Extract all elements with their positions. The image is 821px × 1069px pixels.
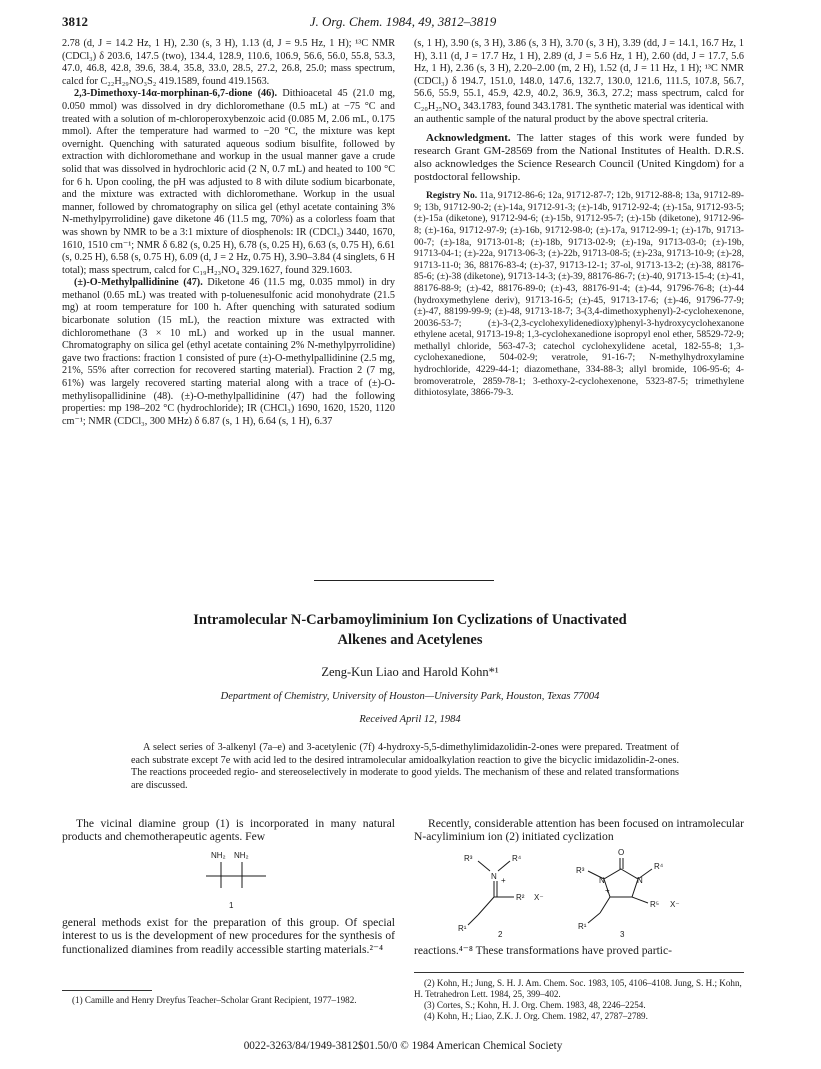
s2-bond-r1: [468, 915, 478, 925]
article-title: [100, 610, 720, 650]
intro-left-top: [62, 817, 395, 844]
s3-label-r3: R³: [576, 866, 585, 875]
s3-bond-chain: [600, 897, 610, 913]
experimental-paragraph-1: 2.78 (d, J = 14.2 Hz, 1 H), 2.30 (s, 3 H), 1.13 (d, J = 9.5 Hz, 1 H); ¹³C NMR (CDCl₃) δ 203.6, 147.5 (two), 134.4, 128.9, 110.6, 106.9, 56.6, 56.0, 55.8, 53.3, 47.0, 46.8, 42.8, 39.6, 38.4, 35.8, 33.0, 28.5, 27.2, 26.8, 25.0; mass spectrum, calcd for C₂₂H₂₉NO₃S₂ 419.1589, found 419.1563.: [62, 38, 395, 87]
s2-label-r1: R¹: [458, 924, 467, 933]
compound-heading-46: 2,3-Dimethoxy-14α-morphinan-6,7-dione (46).: [74, 88, 278, 100]
author-affiliation: Department of Chemistry, University of Houston—University Park, Houston, Texas 77004: [220, 691, 600, 702]
s3-label-r1: R¹: [578, 922, 587, 931]
acknowledgment: [414, 132, 744, 184]
intro-left-bottom: [62, 916, 395, 956]
journal-citation: J. Org. Chem. 1984, 49, 3812–3819: [309, 14, 497, 29]
s3-label-plus: +: [605, 886, 610, 895]
s3-label-o: O: [618, 848, 625, 857]
s2-bond-r4: [498, 861, 510, 871]
footnotes-right: [414, 978, 744, 1022]
acknowledgment-text: The latter stages of this work were funded by research Grant GM-28569 from the National Institutes of Health. D.R.S. also acknowledges the Science Research Council (United Kingdom) for a postdoctoral fellowship.: [414, 132, 744, 184]
compound-number-3: 3: [620, 930, 625, 939]
s2-label-r2: R²: [516, 893, 525, 902]
intro-paragraph-start: The vicinal diamine group (1) is incorporated in many natural products and chemotherapeutic agents. Few: [62, 817, 395, 844]
intro-paragraph-continued: general methods exist for the preparation of this group. Of special interest to us is the development of new procedures for the synthesis of functionalized diamines from readily accessible starting materials.²⁻⁴: [62, 916, 395, 956]
intro-right-continued: reactions.⁴⁻⁸ These transformations have proved partic-: [414, 944, 673, 957]
experimental-text-47: Diketone 46 (11.5 mg, 0.035 mmol) in dry methanol (0.65 mL) was treated with p-toluenesulfonic acid monohydrate (21.5 mg) at room temperature for 100 h. After quenching with saturated sodium bicarbonate solution (15 mL), the reaction mixture was extracted with dichloromethane (3 × 10 mL) and worked up in the usual manner. Chromatography on silica gel (ethyl acetate containing 2% N-methylpyrrolidine) gave two fractions: fraction 1 consisted of pure (±)-O-methylpallidinine (2.5 mg, 21%, 55% after correction for recovered starting material). Fraction 2 (7 mg, 61%) was largely recovered starting material along with a trace of (±)-O-methylisopallidinine (48). (±)-O-methylpallidinine (47) had the following properties: mp 198–202 °C (hydrochloride); IR (CHCl₃) 1690, 1620, 1520, 1120 cm⁻¹; NMR (CDCl₃, 300 MHz) δ 6.87 (s, 1 H), 6.64 (s, 1 H), 6.37: [62, 277, 396, 427]
footnote-3: (3) Cortes, S.; Kohn, H. J. Org. Chem. 1983, 48, 2246–2254.: [424, 1000, 646, 1010]
footnote-rule-right: [414, 972, 744, 973]
footnote-rule-left: [62, 990, 152, 991]
compound-number-2: 2: [498, 930, 503, 939]
running-header: [62, 14, 744, 32]
intro-right-top: [414, 817, 744, 844]
experimental-text-46: Dithioacetal 45 (21.0 mg, 0.050 mmol) was dissolved in dry dichloromethane (0.5 mL) at −75 °C and treated with a solution of m-chloroperoxybenzoic acid (0.085 M, 2.06 mL, 0.175 mmol). After the temperature had warmed to −20 °C, the mixture was kept overnight. Quenching with saturated aqueous sodium bisulfite, followed by extraction with dichloromethane and workup in the usual manner gave a crude solid that was dissolved in hydrochloric acid (2 N, 0.7 mL) and heated to 100 °C for 6 h. Upon cooling, the pH was adjusted to 8 with dilute sodium bicarbonate, and the mixture was extracted with dichloromethane. Workup in the usual manner, followed by chromatography on silica gel (ethyl acetate containing 3% N-methylpyrrolidine) gave diketone 46 (11.5 mg, 70%) as a colorless foam that was shown by NMR to be a 3:1 mixture of diosphenols: IR (CDCl₃) 3440, 1670, 1610, 1510 cm⁻¹; NMR δ 6.82 (s, 0.25 H), 6.78 (s, 0.25 H), 6.63 (s, 0.75 H), 6.61 (s, 0.25 H), 6.58 (s, 0.75 H), 6.09 (d, J = 2 Hz, 0.75 H), 3.90–3.84 (4 singlets, 6 H total); mass spectrum, calcd for C₁₉H₂₃NO₄ 329.1627, found 329.1603.: [62, 88, 395, 276]
experimental-paragraph-3: [62, 277, 395, 428]
s3-bond-r1: [588, 913, 600, 923]
structures-2-and-3-acyliminium: [438, 847, 738, 939]
registry-text: 11a, 91712-86-6; 12a, 91712-87-7; 12b, 91712-88-8; 13a, 91712-89-9; 13b, 91712-90-2; (±)-14a, 91712-91-3; (±)-14b, 91712-92-4; (±)-15a, 91712-93-5; (±)-15a (diketone), 91712-94-6; (±)-15b, 91712-95-7; (±)-15b (diketone), 91712-96-8; (±)-16a, 91712-97-9; (±)-16b, 91712-98-0; (±)-17a, 91712-99-1; (±)-17b, 91713-00-7; (±)-18a, 91713-01-8; (±)-18b, 91713-02-9; (±)-19a, 91713-03-0; (±)-19b, 91713-04-1; (±)-22a, 91713-06-3; (±)-22b, 91713-08-5; (±)-23a, 91713-10-9; (±)-28, 91713-11-0; 36, 88176-83-4; (±)-37, 91713-12-1; 37-ol, 91713-13-2; (±)-38, 88176-85-6; (±)-38 (diketone), 91713-14-3; (±)-39, 88176-86-7; (±)-40, 91713-15-4; (±)-41, 88176-88-9; (±)-42, 88176-89-0; (±)-43, 88176-91-4; (±)-44, 91796-76-8; (±)-44 (hydroxymethylene deriv), 91713-16-5; (±)-45, 91713-17-6; (±)-46, 91796-77-9; (±)-47, 88199-99-9; (±)-48, 91713-18-7; 3-(3,4-dimethoxyphenyl)-2-cyclohexenone, 20036-53-7; (±)-3-(2,3-cyclohexylidenedioxy)phenyl-3-hydroxycyclohexanone ethylene acetal, 91713-19-8; 1,3-cyclohexanedione isopropyl enol ether, 58529-72-9; methallyl chloride, 563-47-3; catechol cyclohexylidene acetal, 182-55-8; 1,3-cyclohexanedione, 504-02-9; veratrole, 91-16-7; N-methylhydroxylamine hydrochloride, 4229-44-1; diazomethane, 334-88-3; allyl bromide, 106-95-6; 4-bromoveratrole, 2859-78-1; 3-ethoxy-2-cyclohexenone, 5323-87-5; trimethylene dithiotosylate, 3866-79-3.: [414, 190, 744, 399]
s3-label-x: X⁻: [670, 900, 680, 909]
left-column-experimental: [62, 38, 395, 428]
title-line-1: Intramolecular N-Carbamoyliminium Ion Cyclizations of Unactivated: [193, 612, 627, 628]
s2-label-r3: R³: [464, 854, 473, 863]
article-authors: Zeng-Kun Liao and Harold Kohn*¹: [321, 665, 499, 679]
registry-heading: Registry No.: [426, 190, 478, 202]
received-date: Received April 12, 1984: [359, 714, 461, 725]
registry-numbers: [414, 190, 744, 399]
compound-number-1: 1: [229, 901, 234, 910]
right-column-experimental: [414, 38, 744, 399]
page-number: 3812: [62, 14, 88, 29]
footnote-2: (2) Kohn, H.; Jung, S. H. J. Am. Chem. Soc. 1983, 105, 4106–4108. Jung, S. H.; Kohn, H. Tetrahedron Lett. 1984, 25, 399–402.: [414, 978, 742, 999]
article-separator-rule: [314, 580, 494, 581]
intro-right-paragraph: Recently, considerable attention has been focused on intramolecular N-acyliminium ion (2) initiated cyclization: [414, 817, 744, 844]
s2-bond-chain: [478, 897, 494, 915]
s3-label-n3: N: [637, 876, 643, 885]
s3-label-r4: R⁴: [654, 862, 664, 871]
s2-label-n: N: [491, 872, 497, 881]
intro-right-bottom: [414, 944, 744, 957]
compound-heading-47: (±)-O-Methylpallidinine (47).: [74, 277, 203, 289]
s3-label-r5: R⁵: [650, 900, 660, 909]
copyright-footer: 0022-3263/84/1949-3812$01.50/0 © 1984 American Chemical Society: [243, 1040, 563, 1052]
s2-label-x: X⁻: [534, 893, 544, 902]
s2-bond-r3: [478, 861, 490, 871]
experimental-paragraph-2: [62, 88, 395, 277]
label-nh2-right: NH₂: [234, 851, 249, 860]
title-line-2: Alkenes and Acetylenes: [337, 632, 483, 648]
s2-label-r4: R⁴: [512, 854, 522, 863]
s2-label-plus: +: [501, 876, 506, 885]
structure-1-vicinal-diamine: [176, 846, 296, 914]
footnote-1: (1) Camille and Henry Dreyfus Teacher–Scholar Grant Recipient, 1977–1982.: [72, 995, 357, 1005]
footnotes-left: [62, 995, 395, 1006]
article-abstract: A select series of 3-alkenyl (7a–e) and 3-acetylenic (7f) 4-hydroxy-5,5-dimethylimidazolidin-2-ones were prepared. Treatment of each substrate except 7e with acid led to the desired intramolecular amidoalkylation reaction to give the bicyclic imidazolidin-2-ones. The reactions proceeded regio- and stereoselectively in moderate to good yields. The mechanism of these and related transformations are discussed.: [131, 742, 679, 791]
s3-label-n1: N: [599, 876, 605, 885]
acknowledgment-heading: Acknowledgment.: [426, 132, 511, 145]
footnote-4: (4) Kohn, H.; Liao, Z.K. J. Org. Chem. 1982, 47, 2787–2789.: [424, 1011, 648, 1021]
experimental-paragraph-continued: (s, 1 H), 3.90 (s, 3 H), 3.86 (s, 3 H), 3.70 (s, 3 H), 3.39 (dd, J = 14.1, 16.7 Hz, 1 H), 3.11 (d, J = 17.7 Hz, 1 H), 2.89 (d, J = 5.6 Hz, 1 H), 2.60 (dd, J = 17.7, 5.6 Hz, 1 H), 2.36 (s, 3 H), 2.20–2.00 (m, 2 H), 1.52 (d, J = 11 Hz, 1 H); ¹³C NMR (CDCl₃) δ 194.7, 151.0, 148.0, 147.6, 132.7, 130.0, 121.6, 111.5, 107.8, 56.7, 56.6, 55.9, 55.1, 45.9, 42.9, 40.2, 36.9, 36.3, 27.2; mass spectrum, calcd for C₂₀H₂₅NO₄ 343.1783, found 343.1781. The synthetic material was identical with an authentic sample of the natural product by the above spectral criteria.: [414, 38, 744, 125]
s3-bond-r5: [632, 897, 648, 903]
label-nh2-left: NH₂: [211, 851, 226, 860]
